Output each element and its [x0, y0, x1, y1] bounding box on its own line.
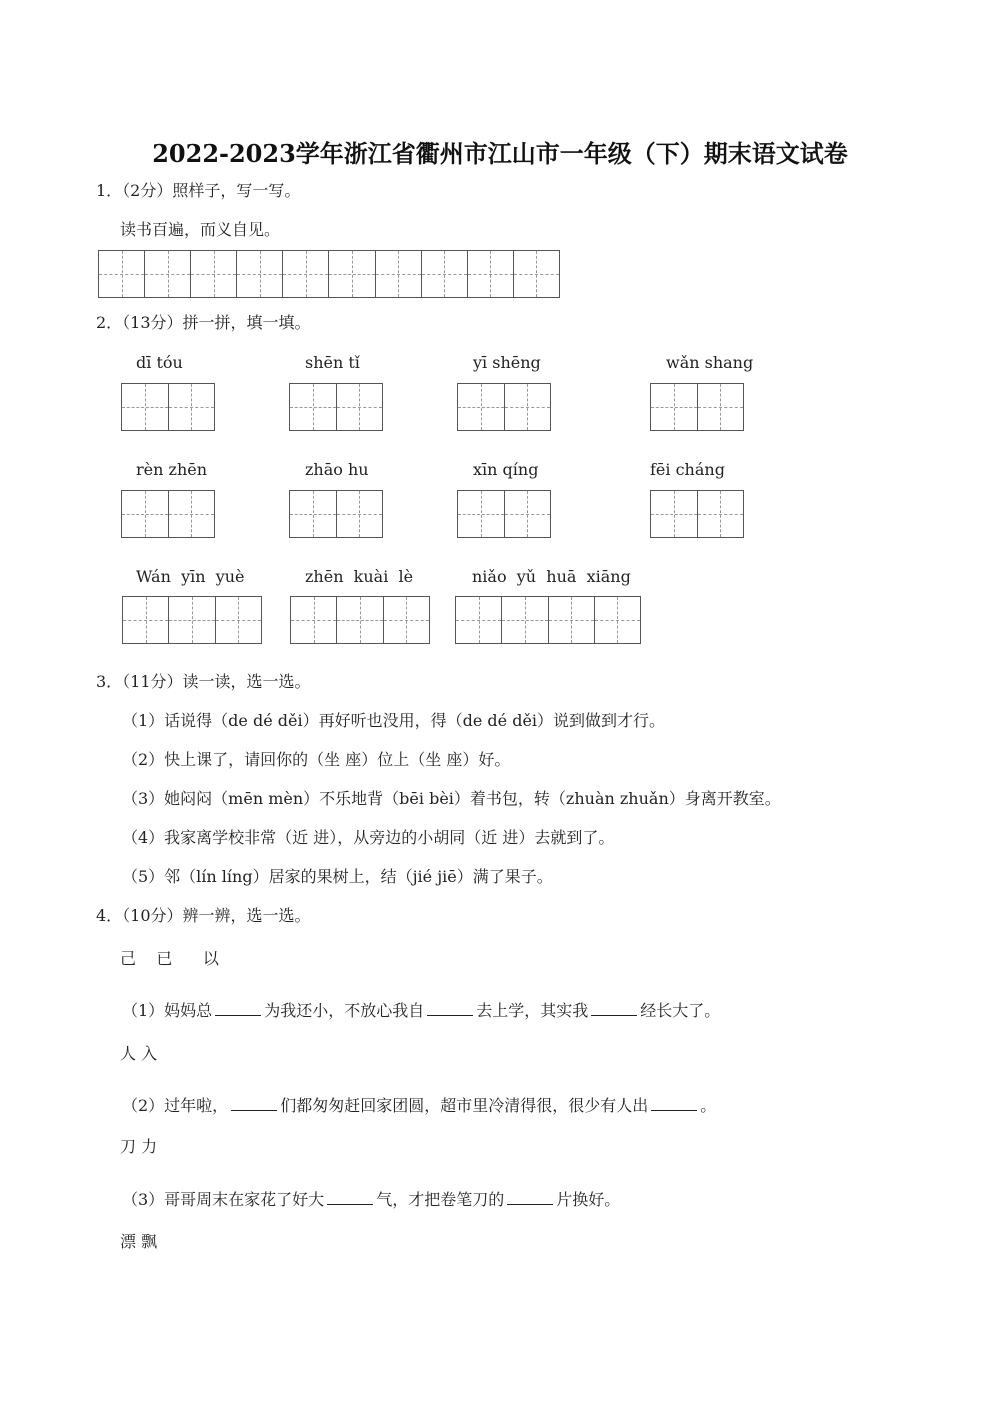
q4-s2-part-3: 。 — [700, 1096, 717, 1115]
q2-pinyin-7: xīn qíng — [473, 460, 539, 479]
q4-blank-7[interactable] — [507, 1188, 553, 1205]
grid-cell[interactable] — [122, 384, 168, 430]
grid-cell[interactable] — [99, 251, 144, 297]
q4-s3-part-3: 片换好。 — [556, 1190, 621, 1209]
grid-cell[interactable] — [328, 251, 374, 297]
q4-s2-part-2: 们都匆匆赶回家团圆，超市里冷清得很，很少有人出 — [280, 1096, 649, 1115]
q2-grid-5[interactable] — [121, 490, 215, 538]
q4-blank-1[interactable] — [215, 999, 261, 1016]
page-title: 2022-2023学年浙江省衢州市江山市一年级（下）期末语文试卷 — [152, 139, 848, 168]
grid-cell[interactable] — [383, 597, 429, 643]
grid-cell[interactable] — [290, 384, 336, 430]
q3-line-2: （2）快上课了，请回你的（坐 座）位上（坐 座）好。 — [122, 750, 511, 769]
q3-header: 3．（11分）读一读，选一选。 — [96, 672, 311, 691]
q2-grid-3[interactable] — [457, 383, 551, 431]
q1-writing-grid[interactable] — [98, 250, 560, 298]
grid-cell[interactable] — [501, 597, 547, 643]
grid-cell[interactable] — [504, 491, 551, 537]
grid-cell[interactable] — [144, 251, 190, 297]
grid-cell[interactable] — [336, 384, 383, 430]
grid-cell[interactable] — [651, 491, 697, 537]
q2-pinyin-11: niǎo yǔ huā xiāng — [472, 567, 631, 586]
grid-cell[interactable] — [290, 491, 336, 537]
q4-sentence-1 — [122, 999, 720, 1022]
grid-cell[interactable] — [458, 491, 504, 537]
q2-grid-9[interactable] — [122, 596, 262, 644]
grid-cell[interactable] — [215, 597, 261, 643]
q1-header: 1．（2分）照样子，写一写。 — [96, 181, 301, 200]
q4-blank-6[interactable] — [327, 1188, 373, 1205]
q4-blank-4[interactable] — [231, 1094, 277, 1111]
q3-line-5: （5）邻（lín líng）居家的果树上，结（jié jiē）满了果子。 — [122, 867, 553, 886]
q2-pinyin-3: yī shēng — [473, 353, 541, 372]
q4-options-1: 己 已 以 — [120, 949, 219, 968]
q4-s1-part-4: 经长大了。 — [640, 1001, 721, 1020]
q4-s2-part-1: （2）过年啦， — [122, 1096, 229, 1115]
grid-cell[interactable] — [548, 597, 594, 643]
grid-cell[interactable] — [168, 491, 215, 537]
q4-s3-part-1: （3）哥哥周末在家花了好大 — [122, 1190, 325, 1209]
q4-s3-part-2: 气，才把卷笔刀的 — [376, 1190, 505, 1209]
q2-grid-1[interactable] — [121, 383, 215, 431]
grid-cell[interactable] — [123, 597, 168, 643]
grid-cell[interactable] — [336, 597, 382, 643]
q4-options-3: 刀 力 — [120, 1137, 158, 1156]
q4-s1-part-2: 为我还小，不放心我自 — [264, 1001, 425, 1020]
q4-blank-3[interactable] — [591, 999, 637, 1016]
grid-cell[interactable] — [375, 251, 421, 297]
q2-grid-10[interactable] — [290, 596, 430, 644]
q1-sample: 读书百遍，而义自见。 — [120, 220, 281, 239]
q2-pinyin-2: shēn tǐ — [305, 353, 360, 372]
q3-line-4: （4）我家离学校非常（近 进），从旁边的小胡同（近 进）去就到了。 — [122, 828, 615, 847]
grid-cell[interactable] — [697, 384, 744, 430]
q4-header: 4．（10分）辨一辨，选一选。 — [96, 906, 311, 925]
q2-grid-7[interactable] — [457, 490, 551, 538]
q4-s1-part-1: （1）妈妈总 — [122, 1001, 213, 1020]
q4-blank-5[interactable] — [651, 1094, 697, 1111]
grid-cell[interactable] — [168, 384, 215, 430]
q2-grid-11[interactable] — [455, 596, 641, 644]
q2-pinyin-1: dī tóu — [136, 353, 183, 372]
grid-cell[interactable] — [458, 384, 504, 430]
q2-grid-4[interactable] — [650, 383, 744, 431]
q2-grid-6[interactable] — [289, 490, 383, 538]
q2-grid-2[interactable] — [289, 383, 383, 431]
grid-cell[interactable] — [504, 384, 551, 430]
grid-cell[interactable] — [697, 491, 744, 537]
grid-cell[interactable] — [190, 251, 236, 297]
grid-cell[interactable] — [168, 597, 214, 643]
q2-pinyin-8: fēi cháng — [650, 460, 725, 479]
q2-pinyin-4: wǎn shang — [666, 353, 754, 372]
q2-pinyin-5: rèn zhēn — [136, 460, 208, 479]
grid-cell[interactable] — [513, 251, 559, 297]
q4-blank-2[interactable] — [427, 999, 473, 1016]
grid-cell[interactable] — [282, 251, 328, 297]
q4-options-2: 人 入 — [120, 1044, 158, 1063]
q2-pinyin-9: Wán yīn yuè — [136, 567, 245, 586]
q4-sentence-3 — [122, 1188, 620, 1211]
grid-cell[interactable] — [467, 251, 513, 297]
q2-grid-8[interactable] — [650, 490, 744, 538]
grid-cell[interactable] — [651, 384, 697, 430]
q3-line-1: （1）话说得（de dé děi）再好听也没用，得（de dé děi）说到做到才行。 — [122, 711, 666, 730]
q2-pinyin-10: zhēn kuài lè — [305, 567, 414, 586]
q4-s1-part-3: 去上学，其实我 — [476, 1001, 589, 1020]
grid-cell[interactable] — [291, 597, 336, 643]
q3-line-3: （3）她闷闷（mēn mèn）不乐地背（bēi bèi）着书包，转（zhuàn zhuǎn）身离开教室。 — [122, 789, 781, 808]
q2-pinyin-6: zhāo hu — [305, 460, 369, 479]
q4-sentence-2 — [122, 1094, 716, 1117]
grid-cell[interactable] — [236, 251, 282, 297]
q4-options-4: 漂 飘 — [120, 1232, 158, 1251]
q2-header: 2．（13分）拼一拼，填一填。 — [96, 313, 311, 332]
grid-cell[interactable] — [456, 597, 501, 643]
grid-cell[interactable] — [336, 491, 383, 537]
grid-cell[interactable] — [122, 491, 168, 537]
grid-cell[interactable] — [421, 251, 467, 297]
grid-cell[interactable] — [594, 597, 640, 643]
